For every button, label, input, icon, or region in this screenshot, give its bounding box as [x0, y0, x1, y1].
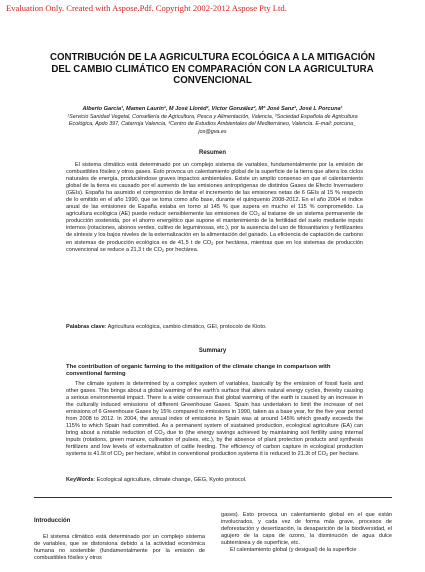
intro-left-column	[34, 518, 205, 562]
text-run: The climate system is determined by a complex system of variables, basically by the emission of fossil fuels and other gases. This brings about a global warming of the earth's surface that alters natural energy cycles, thereby causing a serious environmental impact. There is a wide consensus that global warming of the earth is caused by an increase in the culturally induced emissions of different Greenhouse Gases. Spain has undertaken to limit the increase of net emissions of 6 Greenhouse Gases by 15% compared to emissions in 1990, taken as a base year, for the five year period from 2008 to 2012. In 2004, the annual index of emissions in Spain was at around 145% which greatly exceeds the 115% to which Spain had committed. As a permanent system of sustained production, ecological agriculture (EA) can bring about a notable reduction of CO	[66, 381, 363, 437]
evaluation-watermark: Evaluation Only. Created with Aspose.Pdf. Copyright 2002-2012 Aspose Pty Ltd.	[6, 3, 287, 13]
text-run: per hectare.	[328, 451, 360, 458]
affiliations	[36, 114, 389, 136]
palabras-clave-label: Palabras clave	[66, 324, 105, 330]
affiliation-line: ¹Servicio Sanidad Vegetal, Consellería de Agricultura, Pesca y Alimentación, Valencia, ²Sociedad Española de Agricultura	[67, 114, 358, 120]
text-run: por hectárea, mientras que en los sistemas de producción convencional se reduce a 21,3 t de CO	[66, 239, 364, 253]
keywords-label: KeyWords	[66, 477, 94, 483]
title-line: CONVENCIONAL	[173, 75, 252, 87]
paper-title	[30, 52, 395, 87]
affiliation-line: jos@gva.es	[198, 128, 227, 135]
summary-heading: Summary	[198, 348, 227, 354]
subscript: 2	[161, 247, 165, 253]
text-run: al tratarse de un sistema permanente de producción sostenida, por el ahorro energético que supone el mantenimiento de la fertilidad del suelo mediante inputs internos (rotaciones, abonos verdes, cultivo de leguminosas, etc.), por la ausencia del uso de fitosanitarios y fertilizantes de síntesis y los bajos niveles de la externalización en la alimentación del ganado. La eficiencia de captación de carbono en sistemas de producción ecológica es de 41,5 t de CO	[66, 211, 364, 246]
text-run: due to (the energy savings achieved by maintaining soil fertility using internal inputs (rotations, green manure, cultivation of pulses, etc.), by the absence of plant protection products and synthesis fertilizers and low levels of externalization of cattle feeding. The efficiency of carbon capture in ecological production systems is 41.5t of CO	[66, 430, 363, 458]
author-list: Alberto García¹, Mamen Laurin², M José Lloréd², Víctor González², Mª José Sanz², José L Porcuna¹	[82, 106, 343, 112]
summary-paragraph	[66, 381, 363, 459]
title-line: DEL CAMBIO CLIMÁTICO EN COMPARACIÓN CON LA AGRICULTURA	[51, 63, 374, 75]
text-run: por hectárea.	[164, 246, 199, 253]
resumen-abstract	[66, 162, 363, 254]
keywords	[66, 477, 363, 484]
keywords-text: : Ecological agriculture, climate change, GEG, Kyoto protocol.	[93, 477, 247, 483]
title-line: CONTRIBUCIÓN DE LA AGRICULTURA ECOLÓGICA A LA MITIGACIÓN	[49, 52, 376, 63]
intro-paragraph: gases). Esto provoca un calentamiento global en el que están involucrados, y cada vez de forma más grave, procesos de deforestación y desertización, la desaparición de la biodiversidad, el agujero de la capa de ozono, la disminución de agua dulce subterránea y de superficie, etc.	[221, 512, 392, 547]
resumen-paragraph	[66, 162, 363, 254]
affiliation-line: Ecológica, Apdo 397, Catarroja Valencia, ³Centro de Estudios Ambientales del Mediterráneo, Valencia. E-mail: porcuna_	[68, 121, 357, 128]
palabras-clave-text: : Agricultura ecológica, cambio climático, GEI, protocolo de Kioto.	[104, 324, 267, 330]
intro-right-column	[221, 512, 392, 554]
text-run: per hectare, whilst in conventional production systems it is reduced to 21.3t of CO	[124, 451, 326, 458]
palabras-clave	[66, 324, 363, 331]
subscript: 2	[121, 452, 125, 458]
summary-abstract	[66, 381, 363, 459]
intro-paragraph: El calentamiento global (y desigual) de la superficie	[230, 547, 357, 554]
text-run: El sistema climático está determinado por un complejo sistema de variables, fundamentalmente por la emisión de combustibles fósiles y otros gases. Esto provoca un calentamiento global de la superficie de la tierra que altera los ciclos naturales de energía, produciéndose graves impactos ambientales. Existe un amplio consenso en que el calentamiento global de la tierra es causado por el aumento de las emisiones antropógenas de distintos Gases de Efecto Invernadero (GEIs). España ha asumido el compromiso de limitar el incremento de las emisiones netas de 6 GEIs al 15 % respecto de lo emitido en el año 1990, que se toma como año base, durante el quinquenio 2008-2012. En el año 2004 el índice anual de las emisiones de España estaba en torno al 145 % que supera en mucho el 115 % comprometido. La agricultura ecológica (AE) puede reducir sensiblemente las emisiones de CO	[66, 162, 363, 218]
intro-paragraph: El sistema climático está determinado por un complejo sistema de variables, que se distorsiona debido a la actividad económica humana no sostenible (fundamentalmente por la emisión de combustibles fósiles y otros	[34, 534, 205, 562]
intro-heading: Introducción	[34, 518, 71, 524]
resumen-heading: Resumen	[198, 150, 226, 156]
english-title: The contribution of organic farming to the mitigation of the climate change in comparison with conventional farming	[66, 364, 331, 378]
subscript: 2	[211, 240, 214, 246]
subscript: 2	[325, 452, 329, 458]
section-divider	[34, 497, 392, 498]
subscript: 2	[162, 431, 165, 437]
subscript: 2	[257, 212, 260, 218]
